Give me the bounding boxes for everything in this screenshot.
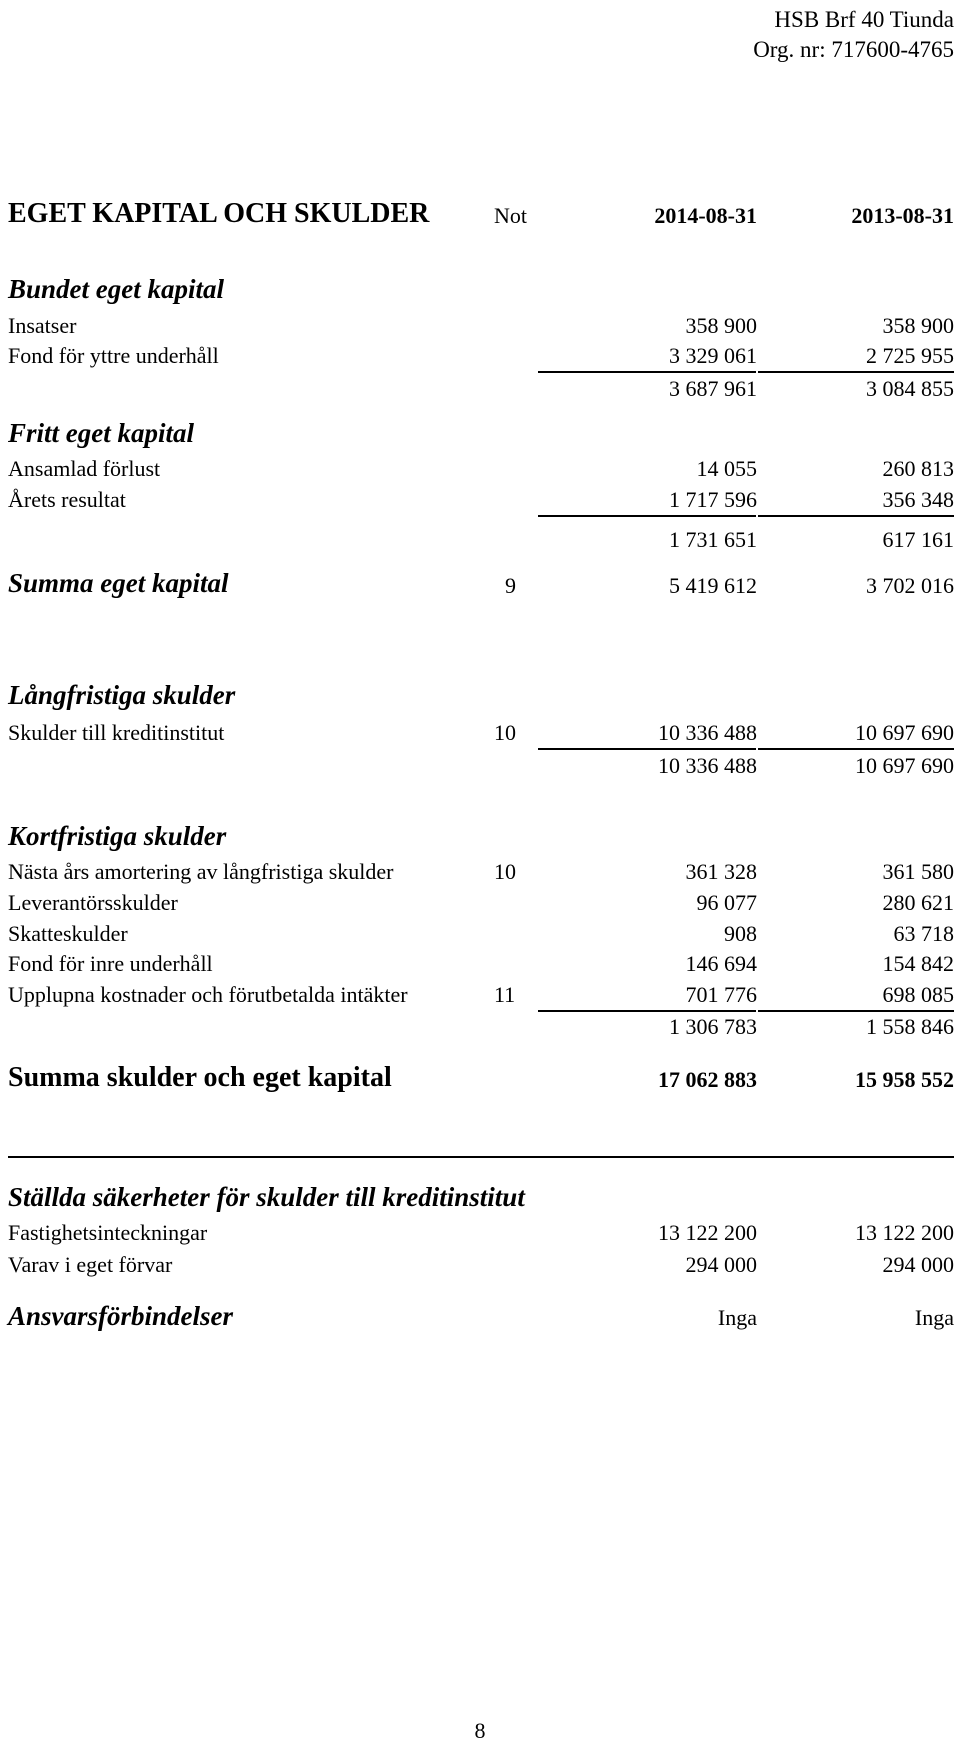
row-label: Varav i eget förvar (8, 1252, 173, 1277)
underline-previous (758, 515, 954, 517)
value-current: 358 900 (685, 313, 757, 338)
row-label: Skulder till kreditinstitut (8, 720, 225, 745)
page-title: EGET KAPITAL OCH SKULDER (8, 198, 430, 229)
value-current: 10 336 488 (658, 720, 757, 745)
subtotal-current: 3 687 961 (669, 376, 757, 401)
summa-eget-kapital-label: Summa eget kapital (8, 568, 229, 598)
value-current: 1 717 596 (669, 487, 757, 512)
row-label: Ansamlad förlust (8, 456, 161, 481)
grand-total-label: Summa skulder och eget kapital (8, 1062, 392, 1093)
value-previous: 294 000 (882, 1252, 954, 1277)
value-previous: 358 900 (882, 313, 954, 338)
note-number: 9 (505, 573, 516, 598)
value-previous: 10 697 690 (855, 720, 954, 745)
value-previous: 260 813 (882, 456, 954, 481)
subtotal-previous: 10 697 690 (855, 753, 954, 778)
note-number: 10 (494, 859, 516, 884)
row-label: Skatteskulder (8, 921, 128, 946)
row-label: Upplupna kostnader och förutbetalda intäkter (8, 982, 408, 1007)
subtotal-previous: 3 084 855 (866, 376, 954, 401)
note-number: 10 (494, 720, 516, 745)
underline-previous (758, 1010, 954, 1012)
value-current: 701 776 (685, 982, 757, 1007)
value-previous: 13 122 200 (855, 1220, 954, 1245)
note-number: 11 (494, 982, 516, 1007)
subtotal-previous: 1 558 846 (866, 1014, 954, 1039)
row-label: Insatser (8, 313, 77, 338)
value-previous: 361 580 (882, 859, 954, 884)
section-title-langfristiga: Långfristiga skulder (8, 680, 236, 710)
org-name: HSB Brf 40 Tiunda (774, 7, 954, 32)
total-previous: 3 702 016 (866, 573, 954, 598)
row-label: Leverantörsskulder (8, 890, 178, 915)
value-previous: 63 718 (893, 921, 954, 946)
value-previous: 2 725 955 (866, 343, 954, 368)
underline-previous (758, 371, 954, 373)
row-label: Fastighetsinteckningar (8, 1220, 208, 1245)
column-header-previous: 2013-08-31 (851, 203, 954, 228)
total-current: 5 419 612 (669, 573, 757, 598)
value-current: 13 122 200 (658, 1220, 757, 1245)
value-current: 96 077 (696, 890, 757, 915)
underline-current (538, 1010, 756, 1012)
section-title-ansvarsforbindelser: Ansvarsförbindelser (8, 1301, 234, 1331)
section-title-bundet: Bundet eget kapital (8, 274, 224, 304)
value-current: 361 328 (685, 859, 757, 884)
underline-current (538, 515, 756, 517)
row-label: Fond för yttre underhåll (8, 343, 219, 368)
subtotal-previous: 617 161 (882, 527, 954, 552)
underline-previous (758, 748, 954, 750)
row-label: Årets resultat (8, 487, 126, 512)
section-title-stallda-sakerheter: Ställda säkerheter för skulder till kreditinstitut (8, 1182, 525, 1212)
subtotal-current: 1 306 783 (669, 1014, 757, 1039)
value-previous: 356 348 (882, 487, 954, 512)
row-label: Fond för inre underhåll (8, 951, 213, 976)
value-previous: 280 621 (882, 890, 954, 915)
row-label: Nästa års amortering av långfristiga skulder (8, 859, 394, 884)
value-current: 908 (724, 921, 757, 946)
org-number: Org. nr: 717600-4765 (753, 37, 954, 62)
value-previous: 698 085 (882, 982, 954, 1007)
subtotal-current: 1 731 651 (669, 527, 757, 552)
grand-total-current: 17 062 883 (658, 1067, 757, 1092)
underline-current (538, 371, 756, 373)
note-column-header: Not (494, 203, 527, 228)
value-previous: 154 842 (882, 951, 954, 976)
underline-current (538, 748, 756, 750)
value-current: 14 055 (696, 456, 757, 481)
section-title-fritt: Fritt eget kapital (8, 418, 194, 448)
page-number: 8 (474, 1718, 486, 1743)
section-title-kortfristiga: Kortfristiga skulder (8, 821, 227, 851)
grand-total-previous: 15 958 552 (855, 1067, 954, 1092)
value-current: 146 694 (685, 951, 757, 976)
value-current: 3 329 061 (669, 343, 757, 368)
value-previous: Inga (914, 1305, 954, 1330)
value-current: Inga (717, 1305, 757, 1330)
section-divider (8, 1156, 954, 1158)
subtotal-current: 10 336 488 (658, 753, 757, 778)
column-header-current: 2014-08-31 (654, 203, 757, 228)
value-current: 294 000 (685, 1252, 757, 1277)
